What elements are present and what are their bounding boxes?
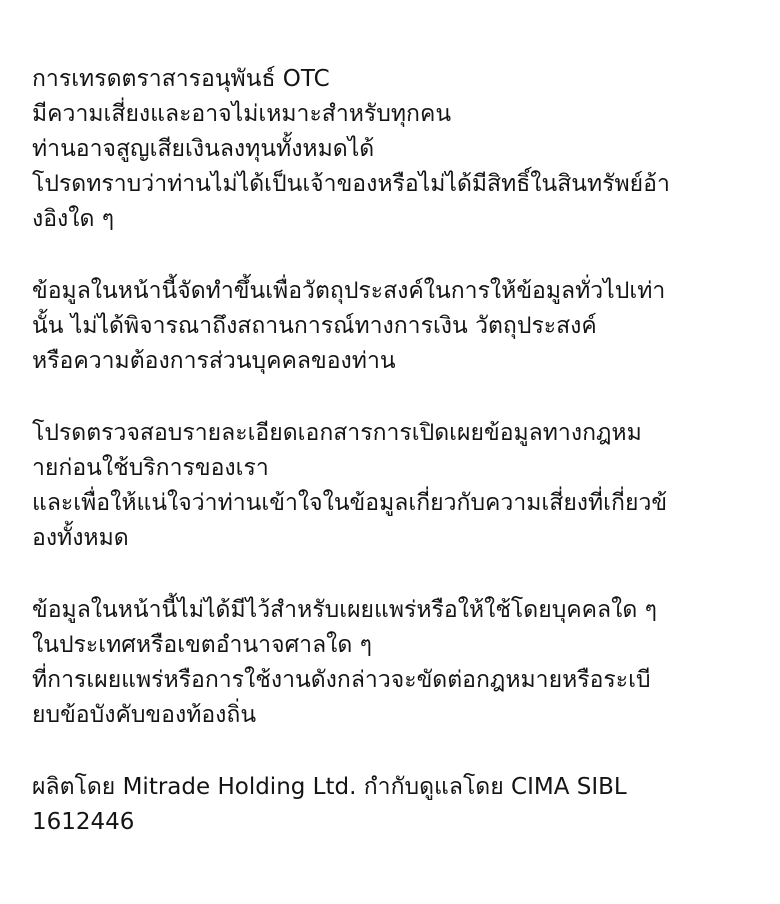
paragraph-producer [32, 770, 744, 840]
text-line: ยบข้อบังคับของท้องถิ่น [32, 702, 257, 728]
text-line: หรือความต้องการส่วนบุคคลของท่าน [32, 348, 396, 374]
text-line: โปรดทราบว่าท่านไม่ได้เป็นเจ้าของหรือไม่ได้มีสิทธิ์ในสินทรัพย์อ้า [32, 171, 670, 197]
text-line: ท่านอาจสูญเสียเงินลงทุนทั้งหมดได้ [32, 136, 375, 162]
text-line: มีความเสี่ยงและอาจไม่เหมาะสำหรับทุกคน [32, 101, 452, 127]
text-line: ในประเทศหรือเขตอำนาจศาลใด ๆ [32, 632, 373, 658]
text-line: และเพื่อให้แน่ใจว่าท่านเข้าใจในข้อมูลเกี่ยวกับความเสี่ยงที่เกี่ยวข้ [32, 490, 668, 516]
text-line: ข้อมูลในหน้านี้ไม่ได้มีไว้สำหรับเผยแพร่หรือให้ใช้โดยบุคคลใด ๆ [32, 597, 657, 623]
text-line: งอิงใด ๆ [32, 206, 115, 232]
text-line: ผลิตโดย Mitrade Holding Ltd. กำกับดูแลโดย CIMA SIBL [32, 774, 627, 800]
text-line: ายก่อนใช้บริการของเรา [32, 455, 269, 481]
text-line: การเทรดตราสารอนุพันธ์ OTC [32, 66, 330, 92]
text-line: โปรดตรวจสอบรายละเอียดเอกสารการเปิดเผยข้อมูลทางกฎหม [32, 420, 642, 446]
text-line: ที่การเผยแพร่หรือการใช้งานดังกล่าวจะขัดต่อกฎหมายหรือระเบี [32, 667, 651, 693]
paragraph-general-info [32, 274, 744, 379]
paragraph-legal-documents [32, 416, 744, 556]
paragraph-jurisdiction [32, 593, 744, 733]
text-line: องทั้งหมด [32, 525, 129, 551]
disclaimer-text [32, 62, 744, 877]
paragraph-otc-risk [32, 62, 744, 237]
text-line: นั้น ไม่ได้พิจารณาถึงสถานการณ์ทางการเงิน วัตถุประสงค์ [32, 313, 597, 339]
text-line: ข้อมูลในหน้านี้จัดทำขึ้นเพื่อวัตถุประสงค์ในการให้ข้อมูลทั่วไปเท่า [32, 278, 666, 304]
license-number: 1612446 [32, 809, 135, 835]
